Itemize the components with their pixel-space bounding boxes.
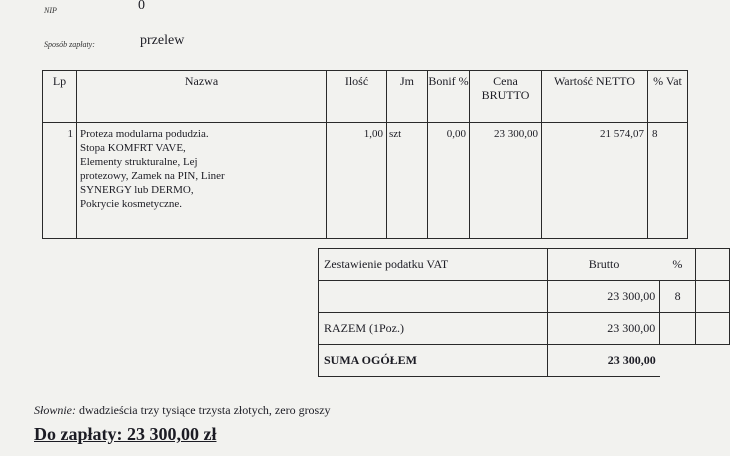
vat-empty-label — [319, 281, 548, 313]
item-lp: 1 — [43, 123, 77, 239]
vat-grand-row — [319, 345, 730, 377]
vat-empty-cell — [696, 249, 730, 281]
vat-header-row — [319, 249, 730, 281]
item-value-net: 21 574,07 — [542, 123, 648, 239]
table-row — [43, 123, 688, 239]
amount-to-pay: Do zapłaty: 23 300,00 zł — [34, 424, 217, 444]
words-label: Słownie: — [34, 403, 76, 417]
vat-rate-value: 8 — [660, 281, 696, 313]
vat-blank — [696, 345, 730, 377]
item-name: Proteza modularna podudzia. Stopa KOMFRT VAVE, Elementy strukturalne, Lej protezowy, Zamek na PIN, Liner SYNERGY lub DERMO, Pokrycie kosmetyczne. — [77, 123, 327, 239]
item-qty: 1,00 — [327, 123, 387, 239]
vat-empty-cell — [696, 313, 730, 345]
col-header-name: Nazwa — [77, 71, 327, 123]
vat-col-percent: % — [660, 249, 696, 281]
nip-value: 0 — [138, 0, 145, 13]
payment-method-value: przelew — [140, 33, 185, 48]
col-header-lp: Lp — [43, 71, 77, 123]
vat-summary-title: Zestawienie podatku VAT — [319, 249, 548, 281]
payment-method-label: Sposób zapłaty: — [44, 40, 95, 49]
vat-empty-cell — [696, 281, 730, 313]
items-header-row — [43, 71, 688, 123]
col-header-price-gross: Cena BRUTTO — [470, 71, 542, 123]
vat-total-value: 23 300,00 — [548, 313, 660, 345]
col-header-unit: Jm — [387, 71, 428, 123]
items-table — [42, 70, 688, 239]
item-vat: 8 — [648, 123, 688, 239]
nip-label: NIP — [44, 6, 57, 15]
col-header-qty: Ilość — [327, 71, 387, 123]
item-unit: szt — [387, 123, 428, 239]
vat-grand-label: SUMA OGÓŁEM — [319, 345, 548, 377]
item-price-gross: 23 300,00 — [470, 123, 542, 239]
col-header-vat: % Vat — [648, 71, 688, 123]
vat-empty-cell — [660, 313, 696, 345]
vat-total-label: RAZEM (1Poz.) — [319, 313, 548, 345]
vat-blank — [660, 345, 696, 377]
vat-summary-table — [318, 248, 730, 377]
amount-in-words — [34, 403, 331, 418]
vat-grand-value: 23 300,00 — [548, 345, 660, 377]
vat-col-brutto: Brutto — [548, 249, 660, 281]
col-header-value-net: Wartość NETTO — [542, 71, 648, 123]
vat-rate-brutto: 23 300,00 — [548, 281, 660, 313]
col-header-discount: Bonif % — [428, 71, 470, 123]
vat-rate-row — [319, 281, 730, 313]
vat-total-row — [319, 313, 730, 345]
words-value: dwadzieścia trzy tysiące trzysta złotych, zero groszy — [79, 403, 331, 417]
item-discount: 0,00 — [428, 123, 470, 239]
